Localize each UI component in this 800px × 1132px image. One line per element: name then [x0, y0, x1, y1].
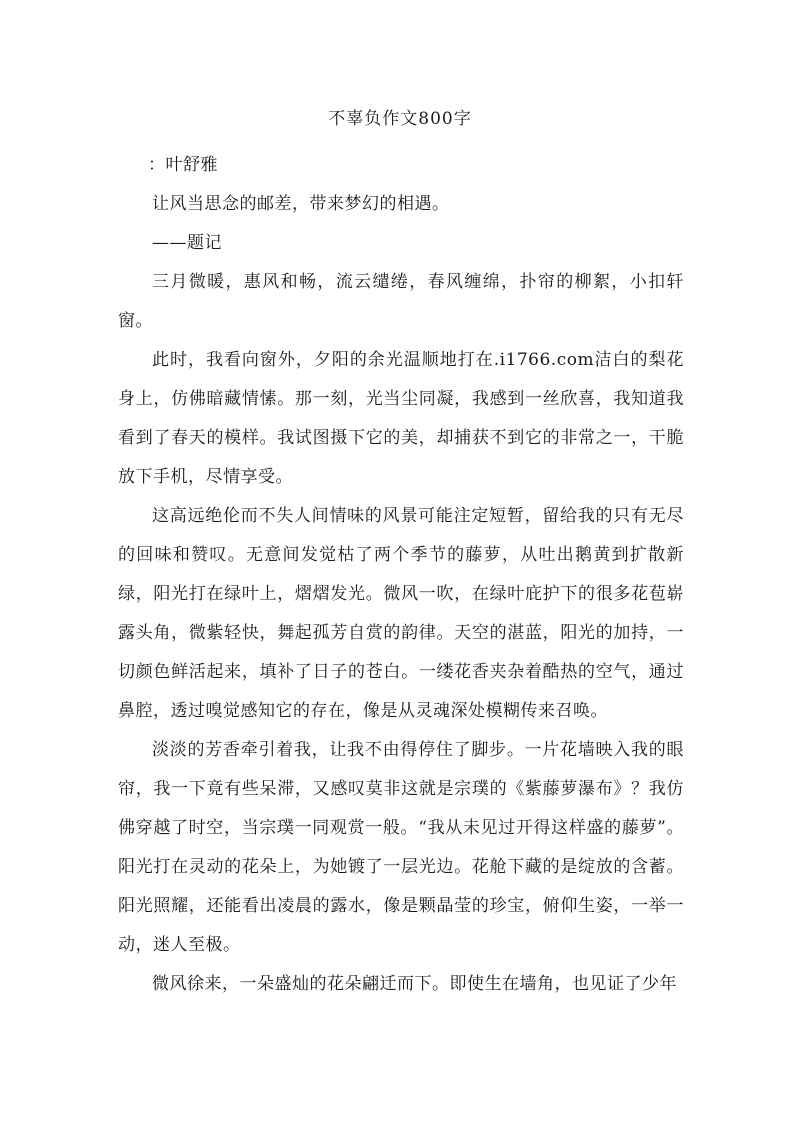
paragraph: 让风当思念的邮差，带来梦幻的相遇。	[152, 194, 450, 214]
document-body	[118, 146, 684, 1004]
author-line: ：叶舒雅	[148, 155, 218, 175]
paragraph: 淡淡的芳香牵引着我，让我不由得停住了脚步。一片花墙映入我的眼帘，我一下竟有些呆滞，又感叹莫非这就是宗璞的《紫藤萝瀑布》？我仿佛穿越了时空，当宗璞一同观赏一般。“我从未见过开得这样盛的藤萝”。阳光打在灵动的花朵上，为她镀了一层光边。花舱下藏的是绽放的含蓄。阳光照耀，还能看出凌晨的露水，像是颗晶莹的珍宝，俯仰生姿，一举一动，迷人至极。	[118, 740, 684, 955]
paragraph: 此时，我看向窗外，夕阳的余光温顺地打在.i1766.com洁白的梨花身上，仿佛暗藏情愫。那一刻，光当尘同凝，我感到一丝欣喜，我知道我看到了春天的模样。我试图摄下它的美，却捕获不到它的非常之一，干脆放下手机，尽情享受。	[118, 350, 684, 487]
paragraph: 三月微暖，惠风和畅，流云缱绻，春风缠绵，扑帘的柳絮，小扣轩窗。	[118, 272, 684, 331]
document-title: 不辜负作文800字	[328, 109, 472, 129]
paragraph: 微风徐来，一朵盛灿的花朵翩迁而下。即使生在墙角，也见证了少年	[152, 974, 677, 994]
paragraph: ——题记	[152, 233, 222, 253]
paragraph: 这高远绝伦而不失人间情味的风景可能注定短暂，留给我的只有无尽的回味和赞叹。无意间发觉枯了两个季节的藤萝，从吐出鹅黄到扩散新绿，阳光打在绿叶上，熠熠发光。微风一吹，在绿叶庇护下的很多花苞崭露头角，微紫轻快，舞起孤芳自赏的韵律。天空的湛蓝，阳光的加持，一切颜色鲜活起来，填补了日子的苍白。一缕花香夹杂着酷热的空气，通过鼻腔，透过嗅觉感知它的存在，像是从灵魂深处模糊传来召唤。	[118, 506, 684, 721]
